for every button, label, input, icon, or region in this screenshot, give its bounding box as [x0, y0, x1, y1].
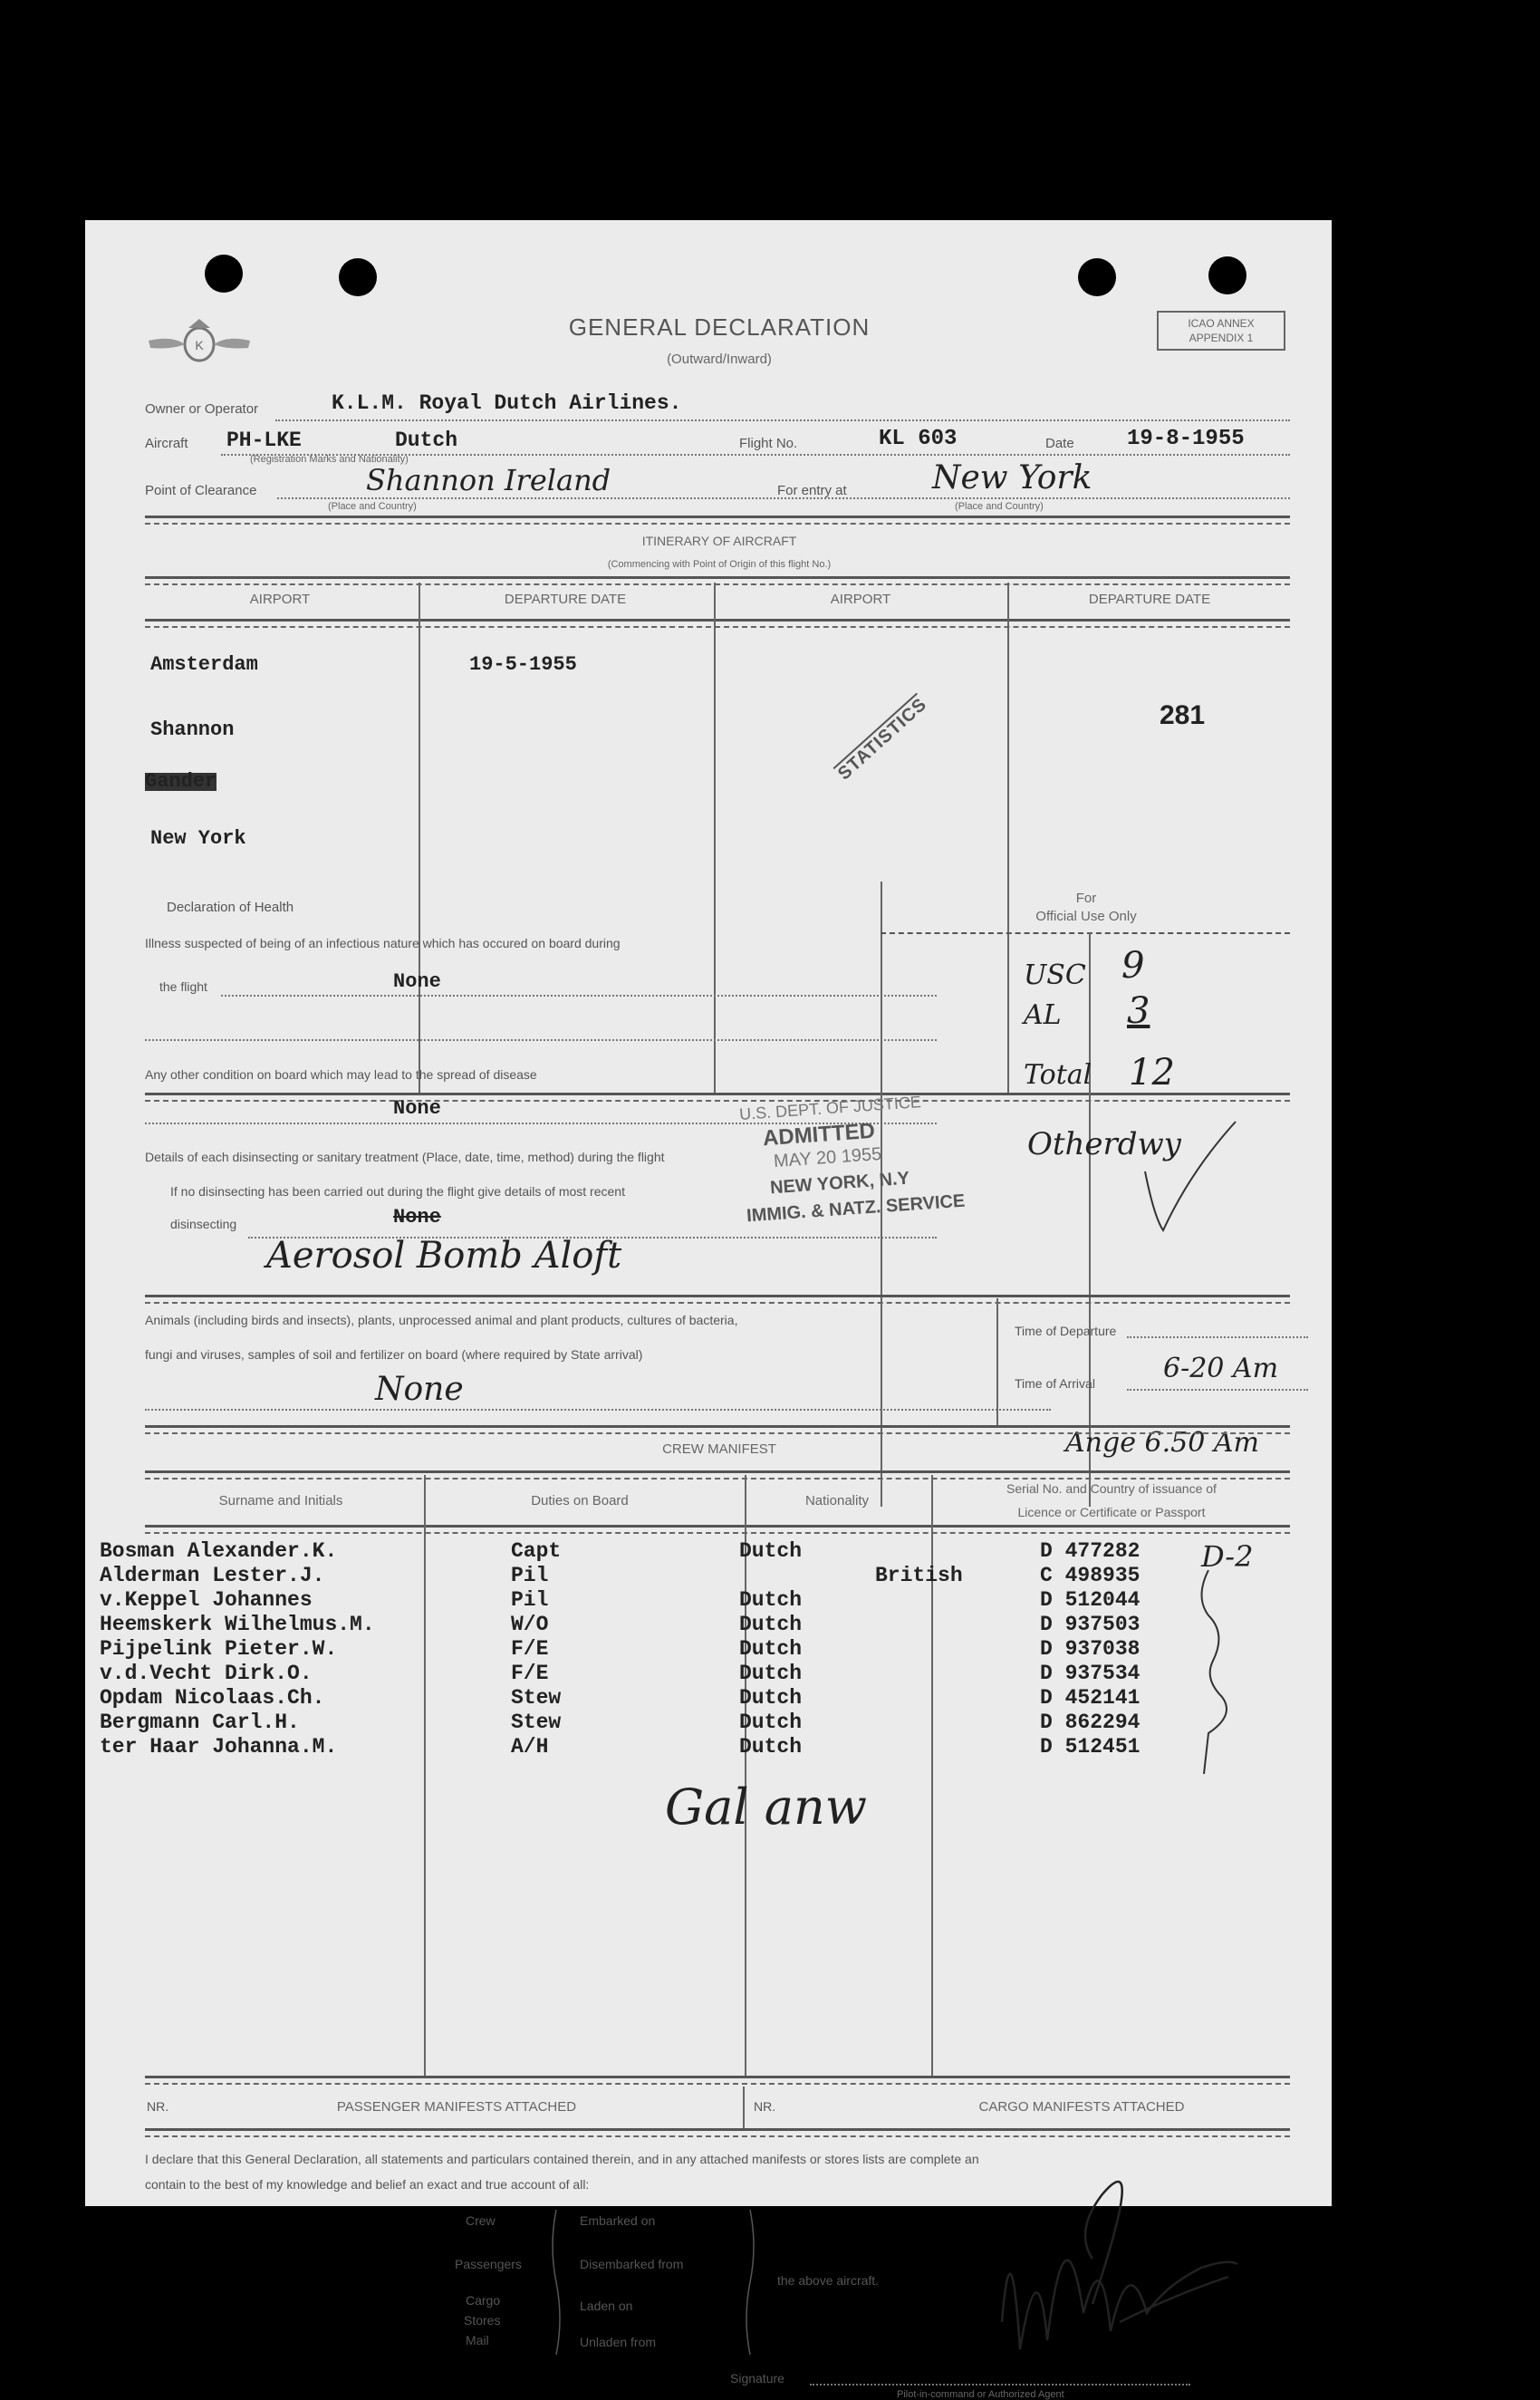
separator — [145, 2128, 1290, 2137]
decl-stores: Stores — [464, 2313, 501, 2328]
separator — [145, 516, 1290, 525]
health-underline — [221, 995, 937, 997]
decl-mail: Mail — [466, 2333, 489, 2347]
stamp-line-1: U.S. DEPT. OF JUSTICE — [738, 1093, 922, 1123]
crew-name: ter Haar Johanna.M. — [100, 1735, 338, 1759]
decl-laden: Laden on — [580, 2299, 633, 2313]
crew-nationality: Dutch — [739, 1539, 803, 1563]
divider — [996, 1298, 998, 1425]
signature-note: Pilot-in-command or Authorized Agent — [897, 2389, 1064, 2400]
clearance-note: (Place and Country) — [328, 501, 417, 512]
decl-passengers: Passengers — [455, 2257, 522, 2271]
itin-airport-3-crossed: Gander — [145, 770, 217, 793]
aircraft-note: (Registration Marks and Nationality) — [250, 454, 409, 465]
signature-underline — [810, 2384, 1190, 2386]
crew-nationality: Dutch — [739, 1735, 803, 1759]
passenger-nr: NR. — [147, 2099, 169, 2114]
health-a3-handwritten: Aerosol Bomb Aloft — [266, 1235, 622, 1277]
crew-name: Opdam Nicolaas.Ch. — [100, 1686, 325, 1710]
health-q3: Details of each disinsecting or sanitary treatment (Place, date, time, method) during the flight — [145, 1150, 665, 1164]
punch-hole — [1208, 256, 1246, 294]
health-q1b: the flight — [159, 979, 207, 994]
separator — [145, 1470, 1290, 1480]
separator — [145, 1093, 1290, 1102]
separator — [145, 1525, 1290, 1534]
health-q2: Any other condition on board which may lead to the spread of disease — [145, 1067, 537, 1082]
entry-label: For entry at — [777, 483, 847, 498]
decl-cargo: Cargo — [466, 2293, 501, 2308]
crew-duty: Stew — [511, 1711, 562, 1734]
crew-header-nationality: Nationality — [804, 1493, 870, 1508]
crew-header-serial-1: Serial No. and Country of issuance of — [1006, 1481, 1217, 1496]
crew-header-duty: Duties on Board — [531, 1493, 629, 1508]
time-underline — [1127, 1336, 1308, 1338]
aircraft-label: Aircraft — [145, 436, 188, 451]
crew-title: CREW MANIFEST — [662, 1441, 776, 1457]
crew-name: Pijpelink Pieter.W. — [100, 1637, 338, 1661]
departure-time-label: Time of Departure — [1015, 1324, 1117, 1338]
separator — [145, 1425, 1290, 1434]
pilot-signature — [984, 2159, 1256, 2367]
decl-brace-left — [547, 2210, 565, 2355]
passenger-manifests: PASSENGER MANIFESTS ATTACHED — [336, 2099, 577, 2115]
declaration-text-1: I declare that this General Declaration, all statements and particulars contained therein, and in any attached manifests or stores lists are complete an — [145, 2152, 979, 2166]
divider — [745, 1475, 746, 2077]
decl-embarked: Embarked on — [580, 2213, 656, 2228]
form-subtitle: (Outward/Inward) — [667, 352, 772, 367]
decl-disembarked: Disembarked from — [580, 2257, 684, 2271]
entry-value: New York — [932, 459, 1092, 496]
form-title: GENERAL DECLARATION — [568, 313, 871, 341]
crew-serial: D 512451 — [1040, 1735, 1141, 1759]
crew-header-serial-2: Licence or Certificate or Passport — [1017, 1505, 1206, 1519]
health-q1: Illness suspected of being of an infectious nature which has occured on board during — [145, 936, 621, 950]
stamp-line-3: MAY 20 1955 — [773, 1143, 882, 1172]
statistics-stamp: STATISTICS — [833, 694, 931, 785]
cargo-manifests: CARGO MANIFESTS ATTACHED — [978, 2099, 1185, 2115]
official-hand-1: USC — [1024, 959, 1086, 991]
health-a2: None — [393, 1097, 441, 1120]
crew-nationality: Dutch — [739, 1588, 803, 1612]
crew-duty: Stew — [511, 1686, 562, 1710]
annex-label: ICAO ANNEX — [1188, 317, 1255, 330]
animals-text-2: fungi and viruses, samples of soil and fertilizer on board (where required by State arrival) — [145, 1347, 643, 1362]
itin-header-date-2: DEPARTURE DATE — [1088, 592, 1211, 607]
official-val-3: 12 — [1129, 1052, 1175, 1094]
decl-unladen: Unladen from — [580, 2335, 657, 2349]
punch-hole — [339, 258, 377, 296]
crew-serial: D 512044 — [1040, 1588, 1141, 1612]
official-title-1: For — [1075, 891, 1097, 906]
decl-above-aircraft: the above aircraft. — [777, 2273, 880, 2288]
stamp-line-2: ADMITTED — [762, 1118, 876, 1152]
aircraft-nationality: Dutch — [395, 429, 458, 452]
aircraft-registration: PH-LKE — [226, 429, 302, 452]
crew-nationality: Dutch — [739, 1711, 803, 1734]
health-underline — [145, 1039, 937, 1041]
health-title: Declaration of Health — [167, 900, 294, 915]
animals-underline — [145, 1409, 1051, 1411]
animals-answer: None — [375, 1371, 464, 1408]
divider — [1007, 583, 1009, 1094]
clearance-underline — [277, 497, 1290, 499]
crew-serial: D 452141 — [1040, 1686, 1141, 1710]
divider — [743, 2087, 745, 2130]
health-a1: None — [393, 970, 441, 993]
aircraft-underline — [221, 454, 1290, 456]
crew-duty: Pil — [511, 1564, 549, 1587]
separator — [145, 1295, 1290, 1304]
owner-value: K.L.M. Royal Dutch Airlines. — [332, 391, 682, 415]
crew-nationality: Dutch — [739, 1662, 803, 1685]
clearance-value: Shannon Ireland — [366, 463, 611, 497]
divider — [881, 932, 1290, 934]
appendix-label: APPENDIX 1 — [1189, 332, 1254, 344]
crew-nationality: Dutch — [739, 1613, 803, 1636]
official-hand-4: Otherdwy — [1027, 1126, 1181, 1162]
crew-name: v.Keppel Johannes — [100, 1588, 313, 1612]
decl-brace-right — [741, 2210, 759, 2355]
separator — [145, 576, 1290, 585]
signature-label: Signature — [730, 2371, 784, 2386]
crew-nationality: Dutch — [739, 1637, 803, 1661]
flight-label: Flight No. — [739, 436, 798, 451]
punch-hole — [205, 255, 243, 293]
crew-nationality: Dutch — [739, 1686, 803, 1710]
crew-duty: W/O — [511, 1613, 549, 1636]
crew-serial: C 498935 — [1040, 1564, 1141, 1587]
crew-brace — [1190, 1570, 1245, 1778]
itin-airport-1: Amsterdam — [150, 653, 258, 676]
separator — [145, 619, 1290, 628]
health-a3: None — [393, 1206, 441, 1229]
itinerary-title: ITINERARY OF AIRCRAFT — [641, 534, 797, 548]
divider — [714, 583, 716, 1094]
crew-nationality: British — [875, 1564, 963, 1587]
decl-crew: Crew — [466, 2213, 496, 2228]
crew-side-note: D-2 — [1201, 1539, 1254, 1574]
entry-note: (Place and Country) — [955, 501, 1044, 512]
divider — [419, 583, 420, 1094]
crew-name: Bergmann Carl.H. — [100, 1711, 300, 1734]
crew-duty: F/E — [511, 1637, 549, 1661]
klm-crown-logo-icon — [145, 315, 254, 370]
date-label: Date — [1045, 436, 1074, 451]
health-q3c: disinsecting — [170, 1217, 237, 1231]
crew-duty: F/E — [511, 1662, 549, 1685]
crew-header-name: Surname and Initials — [218, 1493, 343, 1508]
date-value: 19-8-1955 — [1127, 427, 1245, 451]
crew-serial: D 937534 — [1040, 1662, 1141, 1685]
crew-duty: A/H — [511, 1735, 549, 1759]
itin-airport-4: New York — [150, 827, 246, 850]
crew-name: Heemskerk Wilhelmus.M. — [100, 1613, 375, 1636]
divider — [881, 882, 882, 1507]
official-val-1: 9 — [1121, 945, 1145, 987]
punch-hole — [1078, 258, 1116, 296]
crew-name: v.d.Vecht Dirk.O. — [100, 1662, 313, 1685]
crew-serial: D 862294 — [1040, 1711, 1141, 1734]
separator — [145, 2076, 1290, 2085]
itin-departure-date: 19-5-1955 — [469, 653, 577, 676]
animals-text-1: Animals (including birds and insects), plants, unprocessed animal and plant products, cultures of bacteria, — [145, 1313, 738, 1327]
crew-hand-note: Gal anw — [665, 1778, 867, 1836]
arrival-time-extra: Ange 6.50 Am — [1065, 1427, 1259, 1459]
owner-underline — [275, 419, 1290, 421]
owner-label: Owner or Operator — [145, 401, 259, 417]
arrival-time-label: Time of Arrival — [1015, 1376, 1095, 1391]
itin-header-airport-1: AIRPORT — [249, 592, 311, 607]
itin-header-airport-2: AIRPORT — [830, 592, 891, 607]
official-hand-2: AL — [1024, 999, 1062, 1031]
official-check-mark — [1136, 1117, 1245, 1235]
declaration-form — [85, 220, 1332, 2400]
clearance-label: Point of Clearance — [145, 483, 257, 498]
itin-header-date-1: DEPARTURE DATE — [504, 592, 627, 607]
itinerary-number: 281 — [1160, 700, 1206, 730]
itin-airport-2: Shannon — [150, 718, 235, 741]
divider — [424, 1475, 426, 2077]
official-val-2: 3 — [1127, 990, 1150, 1032]
svg-text:K: K — [195, 338, 204, 352]
crew-serial: D 477282 — [1040, 1539, 1141, 1563]
crew-serial: D 937503 — [1040, 1613, 1141, 1636]
official-title-2: Official Use Only — [1035, 909, 1137, 924]
official-hand-3: Total — [1024, 1059, 1092, 1091]
time-underline — [1127, 1389, 1308, 1391]
divider — [1089, 932, 1091, 1507]
cargo-nr: NR. — [754, 2099, 776, 2114]
crew-serial: D 937038 — [1040, 1637, 1141, 1661]
arrival-time-value: 6-20 Am — [1163, 1353, 1279, 1384]
annex-box — [1157, 311, 1285, 351]
health-q3b: If no disinsecting has been carried out during the flight give details of most recent — [170, 1184, 625, 1199]
stamp-line-4: NEW YORK, N.Y — [769, 1168, 910, 1199]
crew-name: Bosman Alexander.K. — [100, 1539, 338, 1563]
flight-number: KL 603 — [879, 427, 958, 451]
health-underline — [248, 1237, 937, 1239]
itinerary-subtitle: (Commencing with Point of Origin of this flight No.) — [607, 559, 832, 570]
stamp-line-5: IMMIG. & NATZ. SERVICE — [746, 1190, 966, 1227]
declaration-text-2: contain to the best of my knowledge and belief an exact and true account of all: — [145, 2177, 590, 2192]
crew-name: Alderman Lester.J. — [100, 1564, 325, 1587]
crew-duty: Pil — [511, 1588, 549, 1612]
crew-duty: Capt — [511, 1539, 562, 1563]
